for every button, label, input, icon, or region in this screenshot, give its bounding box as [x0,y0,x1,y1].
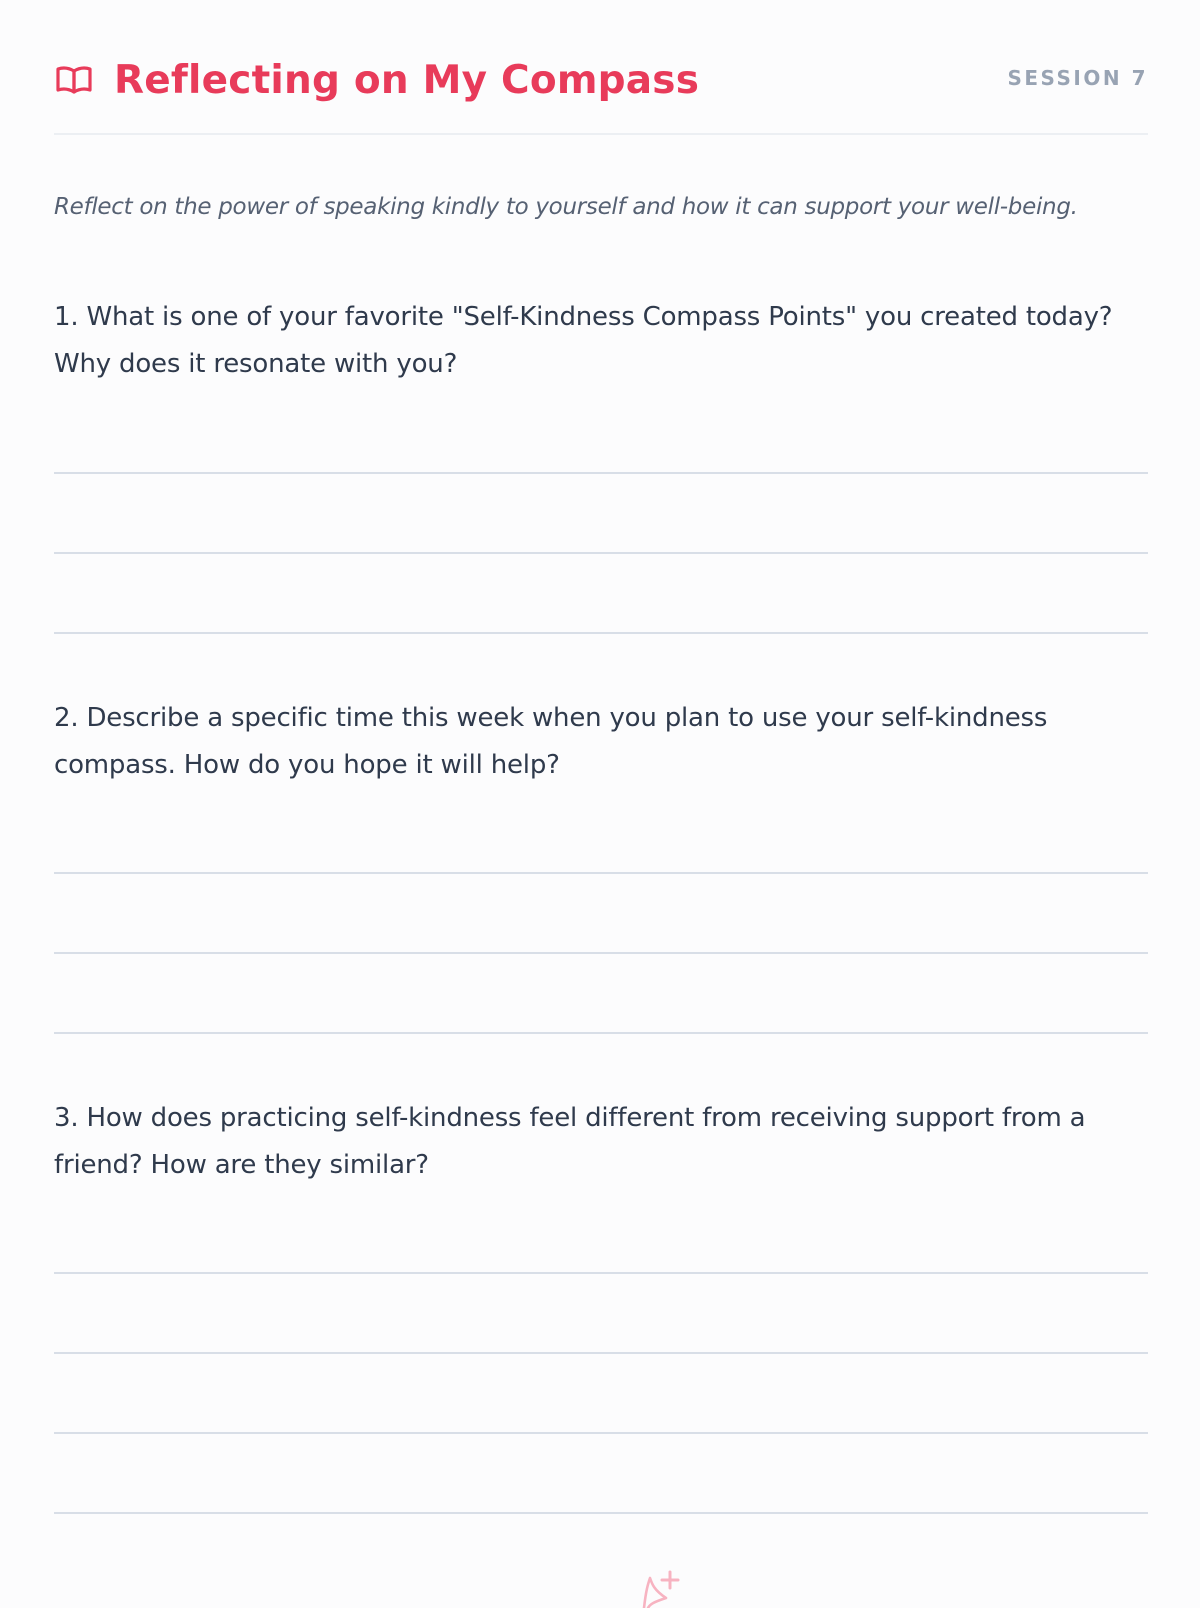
question-1 [54,294,1148,388]
answer-line[interactable] [54,552,1148,554]
answer-line[interactable] [54,952,1148,954]
title-wrap [54,50,699,110]
worksheet-page [54,0,1148,1600]
answer-line[interactable] [54,632,1148,634]
answer-line[interactable] [54,1432,1148,1434]
question-text: 3. How does practicing self-kindness feel different from receiving support from a friend? How are they similar? [54,1103,1086,1180]
intro-text: Reflect on the power of speaking kindly to yourself and how it can support your well-being. [54,194,1078,220]
page-title: Reflecting on My Compass [114,57,700,103]
session-label: SESSION 7 [1007,66,1148,90]
question-2 [54,695,1148,789]
header [54,50,1148,110]
question-text: 2. Describe a specific time this week when you plan to use your self-kindness compass. How do you hope it will help? [54,703,1048,780]
header-divider [54,133,1148,135]
answer-line[interactable] [54,1032,1148,1034]
book-open-icon [54,60,94,100]
answer-line[interactable] [54,1352,1148,1354]
sparkle-icon [614,1568,694,1608]
answer-line[interactable] [54,472,1148,474]
answer-line[interactable] [54,872,1148,874]
answer-line[interactable] [54,1512,1148,1514]
question-3 [54,1095,1148,1189]
question-text: 1. What is one of your favorite "Self-Kindness Compass Points" you created today? Why does it resonate with you? [54,302,1113,379]
answer-line[interactable] [54,1272,1148,1274]
